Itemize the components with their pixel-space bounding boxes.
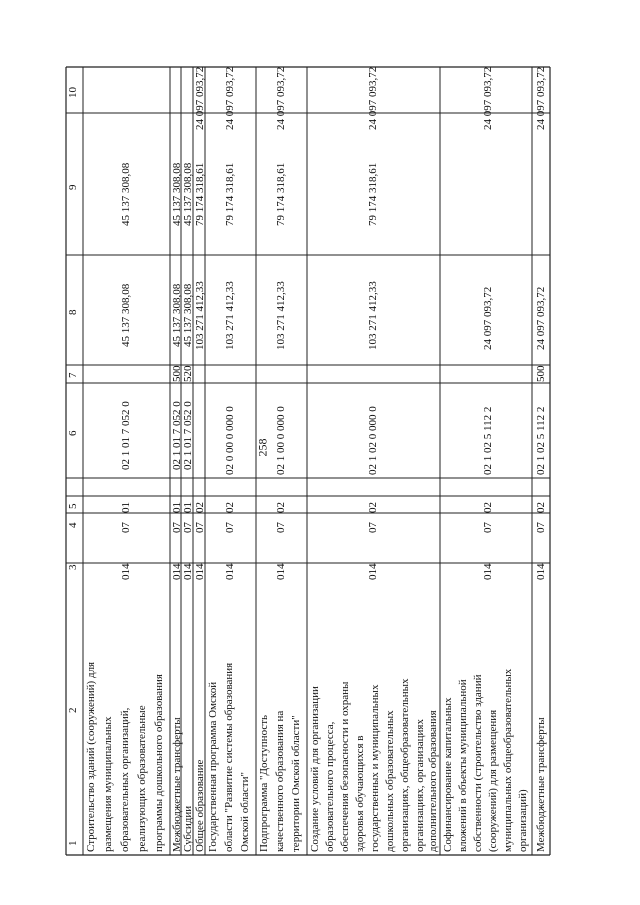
row6-c3: 014 <box>275 563 287 580</box>
row6-c10: 24 097 093,72 <box>275 66 287 130</box>
row8-c4: 07 <box>482 522 494 533</box>
row7-c10: 24 097 093,72 <box>367 66 379 130</box>
row7-name-line8: организациях, организациях <box>414 719 426 852</box>
row8-name-line5: муниципальных общеобразовательных <box>502 668 514 852</box>
row7-name-line2: образовательного процесса, <box>324 721 336 852</box>
header-col-5: 5 <box>67 503 79 509</box>
header-col-3: 3 <box>67 564 79 570</box>
row8-name-line4: (сооружений) для размещения <box>487 709 499 852</box>
row7-c5: 02 <box>367 502 379 513</box>
row6-name-line3: территории Омской области" <box>290 715 302 852</box>
row3-c5: 01 <box>182 502 194 513</box>
row8-c3: 014 <box>482 563 494 580</box>
row7-name-line5: государственных и муниципальных <box>369 684 381 852</box>
row5-c9: 79 174 318,61 <box>224 162 236 226</box>
row1-c6: 02 1 01 7 052 0 <box>120 401 132 470</box>
row5-c6: 02 0 00 0 000 0 <box>224 406 236 475</box>
row4-c8: 103 271 412,33 <box>194 281 206 350</box>
row5-c8: 103 271 412,33 <box>224 281 236 350</box>
row2-c8: 45 137 308,08 <box>171 283 183 347</box>
row8-c6: 02 1 02 5 112 2 <box>482 406 494 475</box>
row3-name: Субсидии <box>182 805 194 852</box>
row3-c9: 45 137 308,08 <box>182 162 194 226</box>
row9-c6: 02 1 02 5 112 2 <box>535 406 547 475</box>
row3-c6: 02 1 01 7 052 0 <box>182 401 194 470</box>
row9-c8: 24 097 093,72 <box>535 286 547 350</box>
row4-c3: 014 <box>194 563 206 580</box>
page-number: 258 <box>255 438 270 457</box>
row7-name-line1: Создание условий для организации <box>309 686 321 852</box>
row3-c3: 014 <box>182 563 194 580</box>
row2-name: Межбюджетные трансферты <box>171 717 183 852</box>
row6-c6: 02 1 00 0 000 0 <box>275 406 287 475</box>
header-col-4: 4 <box>67 522 79 528</box>
row5-name-line1: Государственная программа Омской <box>207 681 219 852</box>
row9-c4: 07 <box>535 522 547 533</box>
row7-c8: 103 271 412,33 <box>367 281 379 350</box>
row1-name-line2: размещения муниципальных <box>102 716 114 852</box>
row3-c7: 520 <box>182 365 194 382</box>
row7-name-line9: дополнительного образования <box>427 710 439 852</box>
row8-name-line1: Софинансирование капитальных <box>442 697 454 852</box>
row8-c8: 24 097 093,72 <box>482 286 494 350</box>
row7-name-line7: организациях, общеобразовательных <box>399 678 411 852</box>
row8-name-line3: собственности (строительство зданий <box>472 674 484 852</box>
row1-name-line3: образовательных организаций, <box>119 707 131 852</box>
row8-c10: 24 097 093,72 <box>482 66 494 130</box>
row6-c4: 07 <box>275 522 287 533</box>
row7-name-line3: обеспечения безопасности и охраны <box>339 681 351 852</box>
row9-c3: 014 <box>535 563 547 580</box>
row5-name-line3: Омской области" <box>239 772 251 852</box>
header-col-2: 2 <box>67 707 79 713</box>
row6-c8: 103 271 412,33 <box>275 281 287 350</box>
row7-name-line4: здоровья обучающихся в <box>354 735 366 852</box>
row1-c5: 01 <box>120 502 132 513</box>
row9-c7: 500 <box>535 365 547 382</box>
header-col-6: 6 <box>67 430 79 436</box>
header-col-10: 10 <box>67 87 79 98</box>
row6-name-line1: Подпрограмма "Доступность <box>258 714 270 852</box>
header-col-7: 7 <box>67 372 79 378</box>
row8-name-line2: вложений в объекты муниципальной <box>457 679 469 852</box>
row7-c6: 02 1 02 0 000 0 <box>367 406 379 475</box>
row6-name-line2: качественного образования на <box>274 710 286 852</box>
row2-c9: 45 137 308,08 <box>171 162 183 226</box>
row7-c4: 07 <box>367 522 379 533</box>
row6-c9: 79 174 318,61 <box>275 162 287 226</box>
row4-c10: 24 097 093,72 <box>194 66 206 130</box>
header-col-9: 9 <box>67 184 79 190</box>
row6-c5: 02 <box>275 502 287 513</box>
header-col-8: 8 <box>67 309 79 315</box>
row5-c5: 02 <box>224 502 236 513</box>
row2-c4: 07 <box>171 522 183 533</box>
row2-c6: 02 1 01 7 052 0 <box>171 401 183 470</box>
row2-c5: 01 <box>171 502 183 513</box>
row1-c4: 07 <box>120 522 132 533</box>
row1-c8: 45 137 308,08 <box>120 283 132 347</box>
row5-c4: 07 <box>224 522 236 533</box>
row9-c5: 02 <box>535 502 547 513</box>
row3-c8: 45 137 308,08 <box>182 283 194 347</box>
row7-name-line6: дошкольных образовательных <box>384 710 396 852</box>
header-col-1: 1 <box>67 840 79 846</box>
row4-c9: 79 174 318,61 <box>194 162 206 226</box>
row9-name: Межбюджетные трансферты <box>535 717 547 852</box>
row1-name-line5: программы дошкольного образования <box>153 674 165 852</box>
row5-name-line2: области "Развитие системы образования <box>223 662 235 852</box>
row1-c9: 45 137 308,08 <box>120 162 132 226</box>
row9-c10: 24 097 093,72 <box>535 66 547 130</box>
row1-c3: 014 <box>120 563 132 580</box>
row8-name-line6: организаций) <box>517 789 529 852</box>
row3-c4: 07 <box>182 522 194 533</box>
row8-c5: 02 <box>482 502 494 513</box>
row4-c5: 02 <box>194 502 206 513</box>
row5-c10: 24 097 093,72 <box>224 66 236 130</box>
row2-c7: 500 <box>171 365 183 382</box>
row2-c3: 014 <box>171 563 183 580</box>
row5-c3: 014 <box>224 563 236 580</box>
row1-name-line1: Строительство зданий (сооружений) для <box>85 661 97 852</box>
row4-name: Общее образование <box>194 759 206 852</box>
row1-name-line4: реализующих образовательные <box>136 705 148 852</box>
row4-c4: 07 <box>194 522 206 533</box>
row7-c3: 014 <box>367 563 379 580</box>
row7-c9: 79 174 318,61 <box>367 162 379 226</box>
